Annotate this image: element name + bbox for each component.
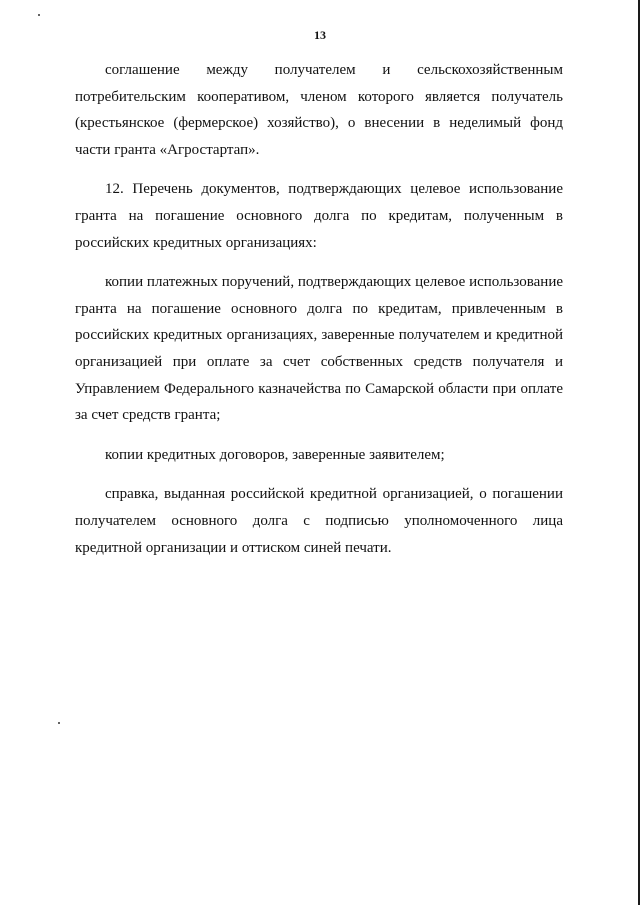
paragraph-bank-certificate: справка, выданная российской кредитной организацией, о погашении получателем основного долга с подписью уполномоченного лица кредитной организации и оттиском синей печати. [75, 486, 563, 556]
paragraph-agreement: соглашение между получателем и сельскохозяйственным потребительским кооперативом, членом которого является получатель (крестьянское (фермерское) хозяйство), о внесении в неделимый фонд части гранта «Агростартап». [75, 62, 563, 158]
paragraph-payment-copies: копии платежных поручений, подтверждающих целевое использование гранта на погашение основного долга по кредитам, привлеченным в российских кредитных организациях, заверенные получателем и кредитной организацией при оплате за счет собственных средств получателя и Управлением Федерального казначейства по Самарской области при оплате за счет средств гранта; [75, 274, 563, 424]
paragraph-credit-contracts: копии кредитных договоров, заверенные заявителем; [105, 446, 445, 463]
page-number: 13 [314, 28, 326, 42]
scan-speck [38, 14, 40, 16]
document-body [75, 57, 563, 561]
paragraph-item-12: 12. Перечень документов, подтверждающих целевое использование гранта на погашение основного долга по кредитам, полученным в российских кредитных организациях: [75, 181, 563, 251]
scan-speck [58, 722, 60, 724]
